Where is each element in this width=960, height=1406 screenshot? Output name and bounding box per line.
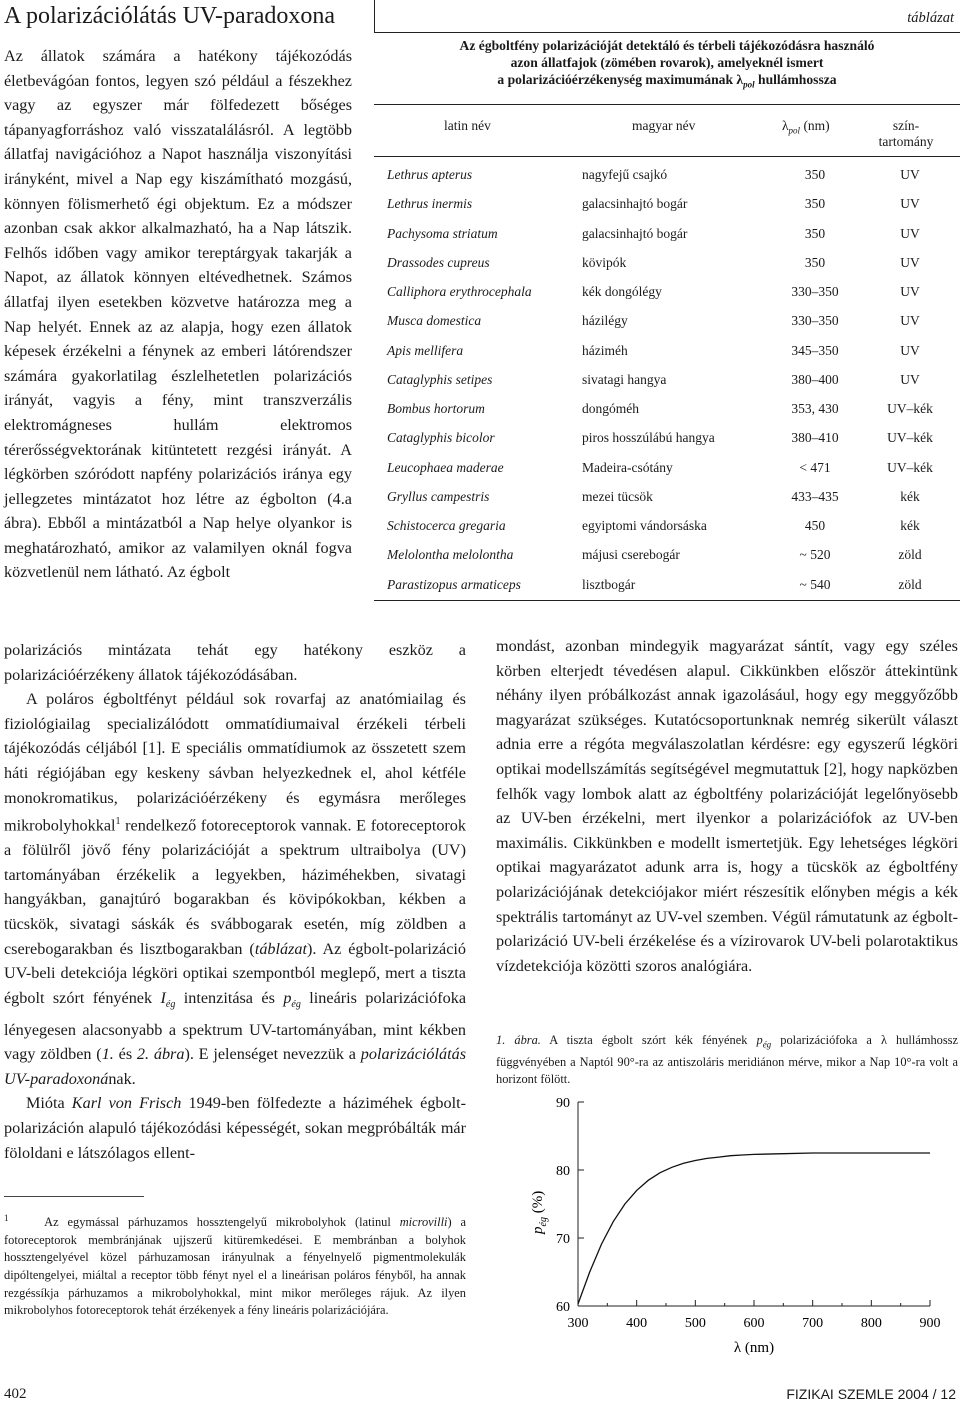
- cell-spectral-range: UV: [900, 284, 920, 299]
- table-row: [0, 371, 960, 400]
- cell-spectral-range: UV: [900, 313, 920, 329]
- body-paragraph-ommatidia: A poláros égboltfényt például sok rovarfaj az anatómiailag és fiziológiailag specializálódott ommatídiumaival érzékeli térbeli tájékozódás céljából [1]. E speciális ommatídiumok az összetett szem háti régiójában egy keskeny sávban helyezkednek el, ahol kétféle monokromatikus, polarizációérzékeny és egymásra merőleges mikrobolyhokkal$^1$ rendelkező fotoreceptorok vannak. E fotoreceptorok a fölülről jövő fény polarizációját a spektrum ultraibolya (UV) tartományában érzékelik a legyekben, háziméhekben, sivatagi hangyákban, ganajtúró bogarakban és kövipókokban, kékben a tücskök, sivatagi sáskák és svábbogarak esetén, míg zöldben a cserebogarakban és lisztbogarakban (táblázat). Az égbolt-polarizáció UV-beli detekciója légköri optikai szempontból meglepő, mert a tiszta égbolt szórt fényének $I_{ég}$ intenzitása és $p_{ég}$ lineáris polarizációfoka lényegesen alacsonyabb a spektrum UV-tartományában, mint kékben vagy zöldben (1. és 2. ábra). E jelenséget nevezzük a polarizációlátás UV-paradoxonának.: [4, 690, 467, 1088]
- cell-lambda: 380–400: [791, 371, 839, 387]
- cell-spectral-range: UV–kék: [887, 459, 933, 475]
- table-header-bottom-rule: [374, 156, 960, 157]
- cell-lambda: ~ 540: [799, 576, 831, 592]
- table-row: [0, 312, 960, 341]
- table-row: [0, 342, 960, 371]
- footnote-divider: [4, 1196, 144, 1197]
- cell-latin-name: Drassodes cupreus: [387, 254, 490, 270]
- cell-hungarian-name: sivatagi hangya: [582, 371, 667, 387]
- footnote-mark: 1: [4, 1213, 9, 1223]
- y-tick-label: 80: [556, 1164, 570, 1179]
- journal-name: FIZIKAI SZEMLE: [786, 1386, 894, 1402]
- cell-latin-name: Cataglyphis bicolor: [387, 430, 495, 446]
- table-row: [0, 195, 960, 224]
- cell-lambda: 350: [804, 196, 826, 212]
- cell-hungarian-name: lisztbogár: [582, 576, 636, 592]
- polarization-chart: [496, 1080, 960, 1370]
- y-label-unit: (%): [530, 1190, 546, 1218]
- cell-lambda: 353, 430: [791, 401, 839, 416]
- x-tick-label: 400: [626, 1316, 648, 1331]
- y-axis-label: [530, 1191, 549, 1235]
- journal-footer: [786, 1386, 956, 1402]
- cell-lambda: 450: [804, 518, 826, 533]
- cell-spectral-range: UV–kék: [887, 401, 933, 416]
- cell-lambda: 433–435: [791, 488, 839, 504]
- cell-latin-name: Cataglyphis setipes: [387, 371, 493, 387]
- cell-latin-name: Lethrus inermis: [387, 196, 473, 212]
- cell-latin-name: Leucophaea maderae: [387, 459, 504, 475]
- cell-lambda: 345–350: [791, 342, 839, 358]
- x-tick-label: 500: [684, 1316, 706, 1331]
- x-tick-label: 900: [919, 1316, 941, 1331]
- body-paragraph-intro: Az állatok számára a hatékony tájékozódás életbevágóan fontos, legyen szó például a fészekhez vagy az egyszer már fölfedezett bőséges tápanyagforráshoz való visszatalálásról. A legtöbb állatfaj navigációhoz a Napot használja viszonyítási irányként, mivel a Nap egy kiszámítható mozgású, könnyen fölismerhető égi objektum. Ez a módszer azonban csak akkor alkalmazható, ha a Nap látszik. Felhős időben vagy amikor tereptárgyak takarják a Napot, az állatok könnyen eltévedhetnek. Számos állatfaj ilyen esetekben közvetve határozza meg a Nap helyét. Ennek az az alapja, hogy ezen állatok képesek érzékelni a fénynek az emberi látórendszer számára gyakorlatilag észlelhetetlen polarizációs irányát, vagyis a fény, mint transzverzális elektromágneses hullám elektromos térerősségvektorának kitüntetett rezgési irányát. A légkörben szóródott napfény polarizációs iránya egy jellegzetes mintázatot hoz létre az égbolton (4.a ábra). Ebből a mintázatból a Nap helye olyankor is meghatározható, amikor az valamilyen oknál fogva közvetlenül nem látható. Az égbolt: [4, 47, 352, 582]
- cell-hungarian-name: galacsinhajtó bogár: [582, 196, 688, 212]
- journal-issue: 2004 / 12: [897, 1386, 956, 1402]
- footnote: $^1$ Az egymással párhuzamos hossztengelyű mikrobolyhok (latinul microvilli) a fotoreceptorok membránjának ujjszerű kitüremkedései. E membránban a bolyhok hossztengelyével közel párhuzamosan irányulnak a fényelnyelő pigmentmolekulák dipóltengelyei, miáltal a receptor több fényt nyel el a lineárisan poláros fényből, ha annak rezgéssíkja párhuzamos a mikrobolyhokkal, mint mikor merőleges rájuk. Az ilyen mikrobolyhos fotoreceptorok tehát érzékenyek a fény lineáris polarizációjára.: [4, 1213, 466, 1318]
- cell-latin-name: Parastizopus armaticeps: [387, 576, 521, 592]
- table-caption: Az égboltfény polarizációját detektáló és térbeli tájékozódásra használó azon állatfajok (zömében rovarok), amelyeknél ismert a polarizációérzékenység maximumának $\lambda_{pol}$ hullámhossza: [459, 38, 875, 90]
- cell-latin-name: Apis mellifera: [387, 342, 464, 358]
- header-lambda: $\lambda_{pol}$ (nm): [782, 118, 830, 136]
- cell-hungarian-name: Madeira-csótány: [582, 459, 673, 475]
- table-row: [0, 166, 960, 195]
- cell-latin-name: Musca domestica: [387, 313, 482, 329]
- header-hungarian: magyar név: [632, 118, 696, 133]
- cell-spectral-range: UV: [900, 167, 920, 182]
- table-header-top-rule: [374, 104, 960, 105]
- table-left-rule: [374, 0, 375, 32]
- cell-lambda: 350: [804, 167, 826, 182]
- y-tick-label: 60: [556, 1300, 570, 1315]
- cell-lambda: 350: [804, 225, 826, 241]
- y-tick-label: 70: [556, 1232, 570, 1247]
- cell-hungarian-name: galacsinhajtó bogár: [582, 225, 688, 241]
- figure-caption: 1. ábra. A tiszta égbolt szórt kék fényének $p_{ég}$ polarizációfoka a λ hullámhossz függvényében a Naptól 90°-ra az antiszoláris meridiánon mérve, mikor a Nap 10°-ra volt a horizont fölött.: [496, 1033, 958, 1086]
- body-paragraph-frisch: Mióta Karl von Frisch 1949-ben fölfedezte a háziméhek égbolt-polarizáción alapuló tájékozódási képességét, sokan megpróbálták már föloldani e látszólagos ellent-: [4, 1094, 466, 1162]
- header-latin: latin név: [444, 118, 491, 133]
- cell-latin-name: Bombus hortorum: [387, 401, 485, 416]
- cell-spectral-range: UV–kék: [887, 430, 933, 446]
- body-wide-section: [4, 638, 466, 1165]
- cell-latin-name: Pachysoma striatum: [387, 225, 498, 241]
- cell-spectral-range: UV: [900, 342, 920, 358]
- cell-hungarian-name: háziméh: [582, 342, 628, 358]
- cell-spectral-range: kék: [900, 488, 920, 504]
- x-tick-label: 300: [567, 1316, 589, 1331]
- body-paragraph-intro-end: polarizációs mintázata tehát egy hatékony eszköz a polarizációérzékeny állatok tájékozódásában.: [4, 641, 466, 684]
- cell-hungarian-name: dongóméh: [582, 401, 639, 416]
- cell-hungarian-name: kövipók: [582, 254, 627, 270]
- table-row: [0, 283, 960, 312]
- cell-hungarian-name: piros hosszúlábú hangya: [582, 430, 715, 446]
- cell-lambda: 330–350: [791, 284, 839, 299]
- cell-hungarian-name: májusi cserebogár: [582, 547, 680, 563]
- y-label-subscript: ég: [538, 1217, 549, 1227]
- cell-lambda: < 471: [799, 459, 831, 475]
- cell-hungarian-name: nagyfejű csajkó: [582, 167, 668, 182]
- footnote-ref: 1: [115, 816, 121, 828]
- cell-lambda: 350: [804, 254, 826, 270]
- cell-latin-name: Calliphora erythrocephala: [387, 284, 532, 299]
- cell-spectral-range: UV: [900, 196, 920, 212]
- cell-latin-name: Melolontha melolontha: [387, 547, 514, 563]
- cell-latin-name: Gryllus campestris: [387, 488, 490, 504]
- cell-spectral-range: UV: [900, 254, 920, 270]
- x-tick-label: 600: [743, 1316, 765, 1331]
- header-spectral-range: szín- tartomány: [878, 118, 934, 149]
- table-top-rule: [374, 32, 960, 33]
- table-row: [0, 400, 960, 429]
- table-row: [0, 576, 960, 605]
- table-row: [0, 429, 960, 458]
- cell-spectral-range: kék: [900, 518, 920, 533]
- series-line: [578, 1153, 930, 1304]
- cell-hungarian-name: kék dongólégy: [582, 284, 662, 299]
- table-row: [0, 546, 960, 575]
- cell-latin-name: Schistocerca gregaria: [387, 518, 506, 533]
- x-tick-label: 700: [802, 1316, 824, 1331]
- x-tick-label: 800: [860, 1316, 882, 1331]
- table-row: [0, 225, 960, 254]
- cell-spectral-range: zöld: [898, 547, 922, 563]
- page-number: 402: [4, 1386, 27, 1402]
- cell-hungarian-name: egyiptomi vándorsáska: [582, 518, 707, 533]
- cell-spectral-range: UV: [900, 225, 920, 241]
- body-paragraph-right: mondást, azonban mindegyik magyarázat sántít, vagy egy széles körben elterjedt tévedésen alapul. Cikkünkben először áttekintünk néhány ilyen próbálkozást annak igazolásául, hogy egy meggyőzőbb magyarázat szükséges. Kutatócsoportunknak nemrég sikerült választ adnia erre a régóta megválaszolatlan kérdésre: egy egyszerű légköri optikai modellszámítás segítségével megmutattuk [2], hogy napközben felhők vagy lombok alatt az égboltfény polarizációját legelőnyösebb az UV-ben érzékelni, mert ilyenkor a polarizációfok az UV-ben maximális. Cikkünkben e modellt ismertetjük. Egy lehetséges légköri optikai magyarázatot adunk arra is, hogy a tücskök az égboltfény polarizációjának detekciójakor miért részesítik előnyben mégis a kék spektrális tartományt az UV-vel szemben. Végül rámutatunk az égbolt-polarizáció UV-beli érzékelése és a vízirovarok UV-beli polarotaktikus vízdetekciója közötti szoros analógiára.: [496, 637, 958, 975]
- table-row: [0, 517, 960, 546]
- figure-label: 1. ábra.: [496, 1033, 541, 1047]
- table-row: [0, 459, 960, 488]
- cell-lambda: 330–350: [791, 313, 839, 329]
- cell-spectral-range: zöld: [898, 576, 922, 592]
- y-label-symbol: p: [530, 1226, 546, 1234]
- cell-hungarian-name: házilégy: [582, 313, 628, 329]
- cell-hungarian-name: mezei tücsök: [582, 488, 653, 504]
- y-tick-label: 90: [556, 1096, 570, 1111]
- table-row: [0, 488, 960, 517]
- x-axis-label: λ (nm): [733, 1340, 775, 1356]
- cell-lambda: 380–410: [791, 430, 839, 446]
- cell-spectral-range: UV: [900, 371, 920, 387]
- table-row: [0, 254, 960, 283]
- cell-latin-name: Lethrus apterus: [387, 167, 473, 182]
- article-title: A polarizációlátás UV-paradoxona: [4, 3, 335, 29]
- table-label: táblázat: [907, 10, 954, 26]
- cell-lambda: ~ 520: [799, 547, 831, 563]
